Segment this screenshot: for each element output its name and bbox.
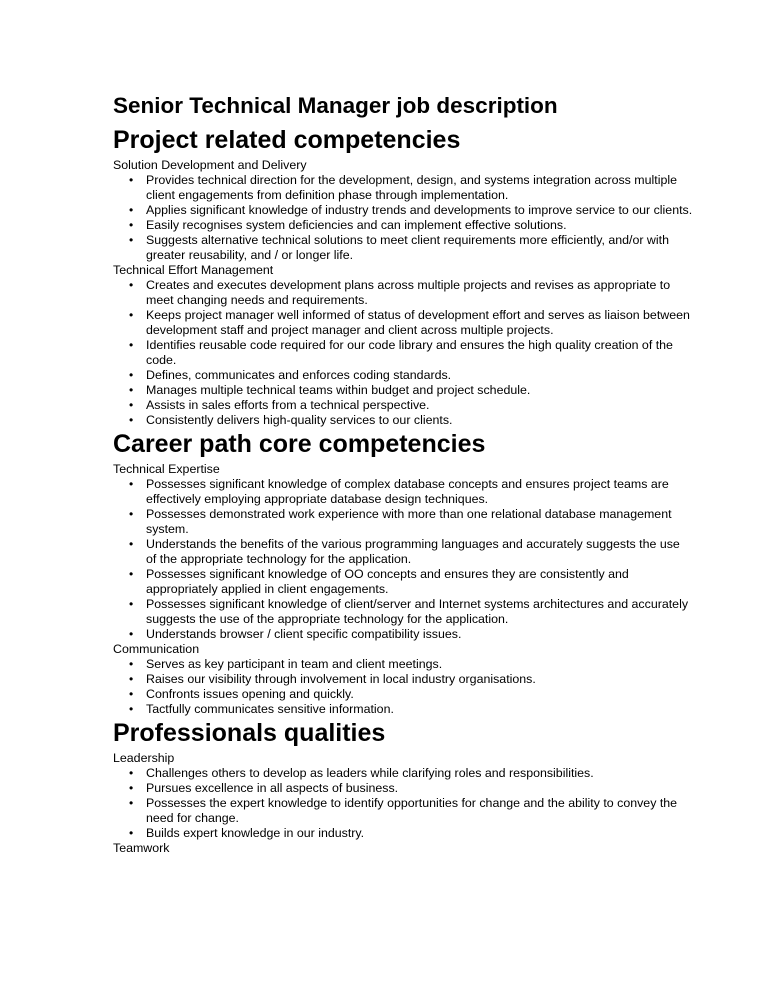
list-item [113, 218, 713, 233]
list-item [113, 567, 713, 597]
bullet-icon: • [129, 218, 134, 232]
bullet-list [113, 173, 713, 263]
section-professionals-qualities [113, 717, 713, 856]
list-item-text: Identifies reusable code required for our code library and ensures the high quality creation of the code. [146, 338, 673, 367]
document-title: Senior Technical Manager job description [113, 93, 558, 118]
bullet-icon: • [129, 672, 134, 686]
list-item [113, 657, 713, 672]
subsection-heading: Communication [113, 642, 200, 656]
bullet-icon: • [129, 338, 134, 352]
list-item-text: Possesses the expert knowledge to identify opportunities for change and the ability to convey the need for change. [146, 796, 678, 825]
list-item-text: Challenges others to develop as leaders while clarifying roles and responsibilities. [146, 766, 594, 780]
list-item [113, 672, 713, 687]
list-item-text: Tactfully communicates sensitive information. [146, 702, 394, 716]
bullet-icon: • [129, 826, 134, 840]
bullet-icon: • [129, 233, 134, 247]
list-item-text: Assists in sales efforts from a technical perspective. [146, 398, 430, 412]
bullet-list [113, 766, 713, 841]
list-item [113, 338, 713, 368]
list-item [113, 627, 713, 642]
bullet-list [113, 278, 713, 428]
list-item [113, 507, 713, 537]
section-career-path-core-competencies [113, 428, 713, 717]
list-item-text: Provides technical direction for the development, design, and systems integration across multiple client engagements from definition phase through implementation. [146, 173, 678, 202]
list-item [113, 687, 713, 702]
subsection-heading: Solution Development and Delivery [113, 158, 307, 172]
bullet-icon: • [129, 278, 134, 292]
bullet-icon: • [129, 203, 134, 217]
bullet-icon: • [129, 687, 134, 701]
bullet-list [113, 657, 713, 717]
list-item [113, 233, 713, 263]
bullet-icon: • [129, 567, 134, 581]
list-item-text: Pursues excellence in all aspects of business. [146, 781, 399, 795]
bullet-icon: • [129, 173, 134, 187]
list-item [113, 796, 713, 826]
list-item [113, 398, 713, 413]
list-item [113, 477, 713, 507]
list-item-text: Understands browser / client specific compatibility issues. [146, 627, 462, 641]
list-item-text: Raises our visibility through involvement in local industry organisations. [146, 672, 536, 686]
bullet-icon: • [129, 766, 134, 780]
list-item [113, 537, 713, 567]
list-item [113, 597, 713, 627]
bullet-icon: • [129, 413, 134, 427]
list-item [113, 203, 713, 218]
bullet-icon: • [129, 383, 134, 397]
section-heading: Project related competencies [113, 126, 461, 154]
section-heading: Professionals qualities [113, 719, 386, 747]
list-item-text: Creates and executes development plans across multiple projects and revises as appropriate to meet changing needs and requirements. [146, 278, 671, 307]
bullet-icon: • [129, 657, 134, 671]
bullet-icon: • [129, 597, 134, 611]
bullet-icon: • [129, 368, 134, 382]
section-project-related-competencies [113, 124, 713, 428]
bullet-icon: • [129, 537, 134, 551]
bullet-icon: • [129, 702, 134, 716]
list-item-text: Understands the benefits of the various programming languages and accurately suggests the use of the appropriate technology for the application. [146, 537, 680, 566]
list-item-text: Defines, communicates and enforces coding standards. [146, 368, 452, 382]
section-heading: Career path core competencies [113, 430, 486, 458]
subsection-heading: Teamwork [113, 841, 170, 855]
document-page [113, 92, 713, 856]
list-item [113, 413, 713, 428]
list-item [113, 383, 713, 398]
list-item-text: Applies significant knowledge of industry trends and developments to improve service to our clients. [146, 203, 693, 217]
list-item-text: Possesses significant knowledge of OO concepts and ensures they are consistently and appropriately applied in client engagements. [146, 567, 629, 596]
bullet-list [113, 477, 713, 642]
list-item [113, 781, 713, 796]
bullet-icon: • [129, 477, 134, 491]
list-item-text: Consistently delivers high-quality services to our clients. [146, 413, 453, 427]
list-item [113, 308, 713, 338]
bullet-icon: • [129, 507, 134, 521]
subsection-heading: Technical Effort Management [113, 263, 274, 277]
document-body [113, 124, 713, 856]
list-item [113, 766, 713, 781]
list-item-text: Possesses significant knowledge of client/server and Internet systems architectures and accurately suggests the use of the appropriate technology for the application. [146, 597, 689, 626]
bullet-icon: • [129, 796, 134, 810]
bullet-icon: • [129, 398, 134, 412]
bullet-icon: • [129, 627, 134, 641]
list-item-text: Suggests alternative technical solutions to meet client requirements more efficiently, and/or with greater reusability, and / or longer life. [146, 233, 669, 262]
list-item-text: Possesses demonstrated work experience with more than one relational database management system. [146, 507, 672, 536]
list-item-text: Easily recognises system deficiencies and can implement effective solutions. [146, 218, 567, 232]
list-item-text: Manages multiple technical teams within budget and project schedule. [146, 383, 531, 397]
list-item [113, 826, 713, 841]
list-item-text: Builds expert knowledge in our industry. [146, 826, 365, 840]
list-item-text: Possesses significant knowledge of complex database concepts and ensures project teams are effectively employing appropriate database design techniques. [146, 477, 669, 506]
bullet-icon: • [129, 308, 134, 322]
list-item-text: Serves as key participant in team and client meetings. [146, 657, 443, 671]
list-item [113, 368, 713, 383]
list-item [113, 702, 713, 717]
list-item [113, 173, 713, 203]
list-item [113, 278, 713, 308]
list-item-text: Confronts issues opening and quickly. [146, 687, 354, 701]
subsection-heading: Technical Expertise [113, 462, 220, 476]
bullet-icon: • [129, 781, 134, 795]
list-item-text: Keeps project manager well informed of status of development effort and serves as liaison between development staff and project manager and client across multiple projects. [146, 308, 690, 337]
subsection-heading: Leadership [113, 751, 175, 765]
